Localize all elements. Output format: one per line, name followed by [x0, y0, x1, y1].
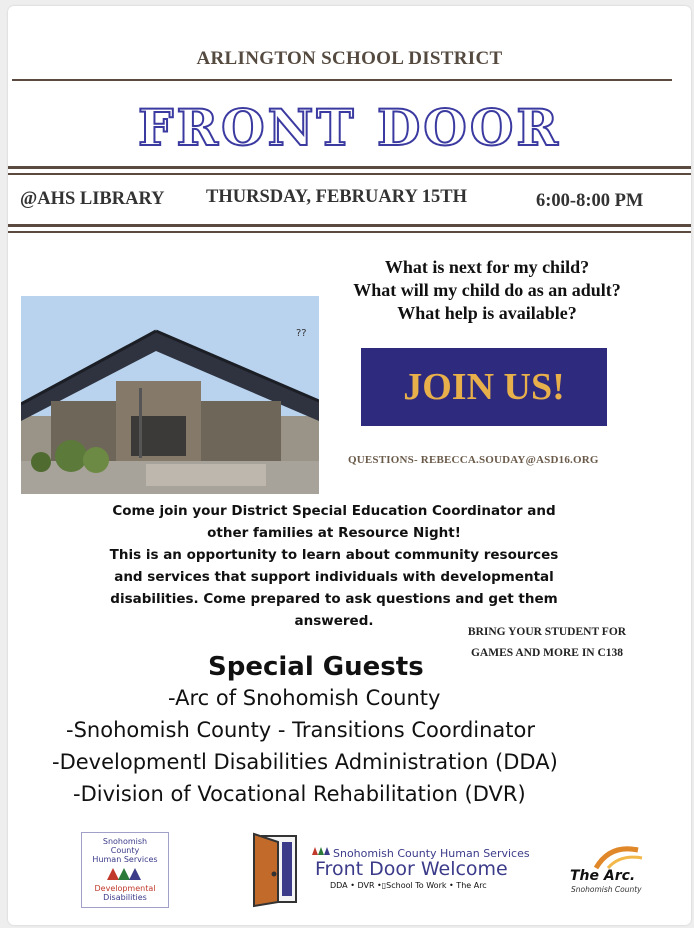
county-logo-dd: Disabilities — [103, 893, 147, 902]
question-line: What is next for my child? — [384, 257, 590, 277]
event-date: THURSDAY, FEBRUARY 15TH — [206, 187, 467, 207]
guest-item: -Arc of Snohomish County — [168, 686, 441, 710]
guest-item: -Division of Vocational Rehabilitation (DVR) — [73, 782, 526, 806]
student-note-line: GAMES AND MORE IN C138 — [470, 647, 624, 659]
arc-logo-swoosh-icon — [588, 842, 648, 870]
school-building-image — [21, 296, 319, 494]
question-line: What will my child do as an adult? — [353, 280, 621, 300]
event-title: FRONT DOOR — [138, 98, 561, 157]
district-name: ARLINGTON SCHOOL DISTRICT — [196, 48, 503, 69]
arc-logo-name: The Arc. — [570, 868, 636, 884]
student-note-line: BRING YOUR STUDENT FOR — [467, 626, 627, 638]
county-dd-logo — [81, 832, 169, 908]
guest-item: -Snohomish County - Transitions Coordinator — [66, 718, 536, 742]
arc-logo-subtitle: Snohomish County — [571, 885, 642, 894]
description-line: answered. — [294, 613, 374, 629]
questions-block — [298, 256, 676, 325]
event-location: @AHS LIBRARY — [20, 189, 165, 209]
header-rule — [12, 79, 672, 81]
county-logo-line: Human Services — [92, 855, 158, 864]
join-us-banner: JOIN US! — [361, 348, 607, 426]
arrows-icon — [312, 844, 332, 856]
event-rule — [8, 224, 691, 227]
flyer-page — [8, 6, 691, 925]
event-description — [103, 500, 565, 632]
student-note — [442, 622, 652, 664]
front-door-icon — [248, 832, 304, 908]
contact-email: QUESTIONS- REBECCA.SOUDAY@ASD16.ORG — [348, 454, 599, 466]
front-door-logo-subtitle: Snohomish County Human Services — [333, 847, 530, 860]
title-rule-top — [8, 166, 691, 169]
description-line: This is an opportunity to learn about community resources — [109, 547, 559, 563]
special-guests-title: Special Guests — [208, 652, 424, 682]
front-door-logo-tags: DDA • DVR •▯School To Work • The Arc — [330, 881, 487, 890]
description-line: disabilities. Come prepared to ask questions and get them — [110, 591, 558, 607]
event-time: 6:00-8:00 PM — [536, 191, 644, 211]
arrows-icon — [105, 864, 145, 882]
guest-item: -Developmentl Disabilities Administration (DDA) — [52, 750, 558, 774]
event-rule-thin — [8, 231, 691, 233]
question-line: What help is available? — [397, 303, 577, 323]
county-logo-line: County — [110, 846, 140, 855]
school-photo — [21, 296, 319, 494]
county-logo-dd: Developmental — [94, 884, 156, 893]
photo-mark: ?? — [296, 328, 307, 339]
description-line: other families at Resource Night! — [207, 525, 461, 541]
county-logo-line: Snohomish — [102, 837, 148, 846]
description-line: Come join your District Special Education Coordinator and — [112, 503, 556, 519]
front-door-logo-title: Front Door Welcome — [315, 858, 508, 880]
description-line: and services that support individuals with developmental — [114, 569, 554, 585]
title-rule-top-thin — [8, 173, 691, 175]
